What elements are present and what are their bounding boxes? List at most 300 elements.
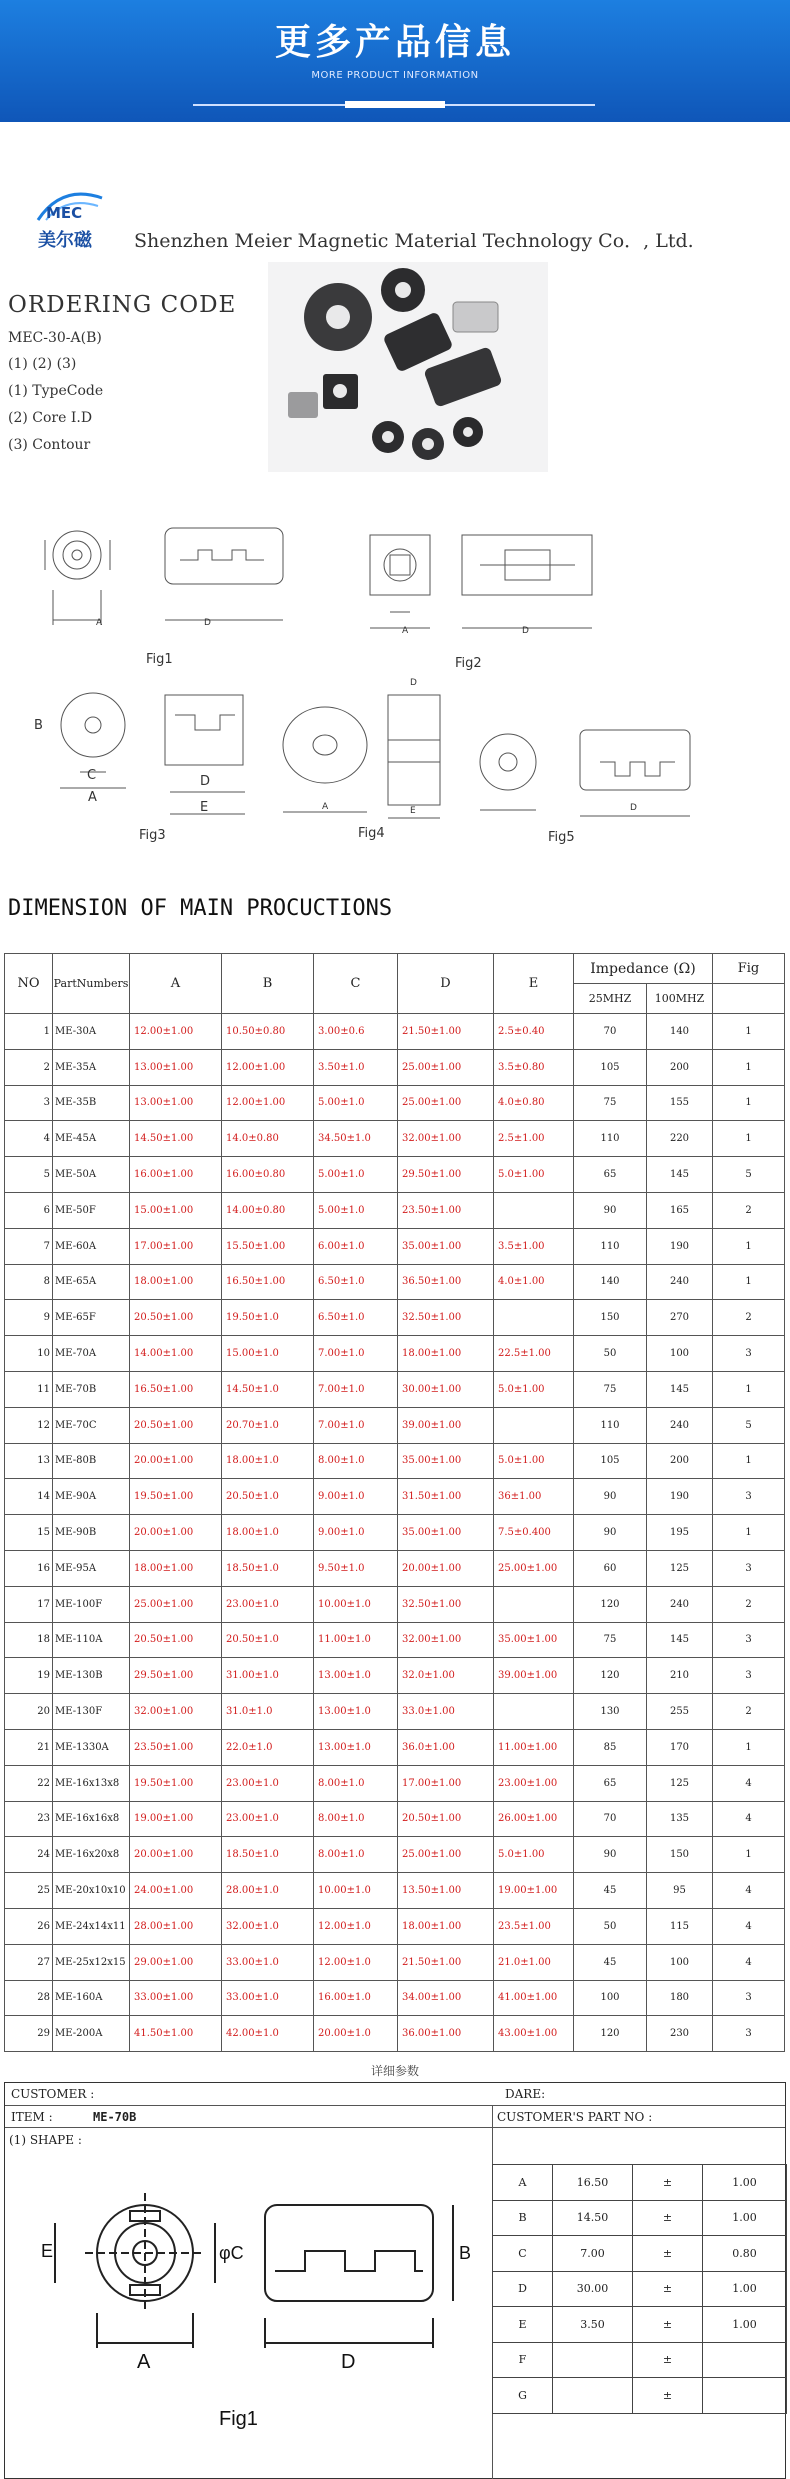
dim-d-value: 20.00±1.00 — [398, 1550, 494, 1586]
part-number: ME-65F — [53, 1300, 130, 1336]
dim-e-value: 3.5±0.80 — [494, 1049, 574, 1085]
shape-drawing — [35, 2163, 475, 2463]
spec-tolerance: 1.00 — [703, 2271, 787, 2307]
spec-table — [492, 2164, 787, 2414]
spec-row — [493, 2378, 787, 2414]
dim-e-value — [494, 1300, 574, 1336]
impedance-100mhz: 125 — [647, 1765, 713, 1801]
impedance-100mhz: 145 — [647, 1371, 713, 1407]
row-no: 16 — [5, 1550, 53, 1586]
dim-e-value: 5.0±1.00 — [494, 1157, 574, 1193]
impedance-25mhz: 50 — [574, 1908, 647, 1944]
dim-d-value: 32.00±1.00 — [398, 1121, 494, 1157]
dim-c-value: 5.00±1.0 — [314, 1192, 398, 1228]
impedance-100mhz: 270 — [647, 1300, 713, 1336]
dim-b-value: 18.50±1.0 — [222, 1550, 314, 1586]
dim-d-value: 32.50±1.00 — [398, 1586, 494, 1622]
table-row — [5, 1479, 785, 1515]
table-row — [5, 1228, 785, 1264]
ordering-code-line: (1) TypeCode — [8, 383, 104, 399]
spec-plusminus: ± — [633, 2378, 703, 2414]
spec-row — [493, 2165, 787, 2201]
impedance-100mhz: 140 — [647, 1014, 713, 1050]
impedance-100mhz: 170 — [647, 1729, 713, 1765]
impedance-100mhz: 240 — [647, 1264, 713, 1300]
row-no: 23 — [5, 1801, 53, 1837]
dim-e-label: E — [41, 2241, 54, 2261]
table-row — [5, 1407, 785, 1443]
dim-b-value: 19.50±1.0 — [222, 1300, 314, 1336]
spec-value — [553, 2342, 633, 2378]
part-number: ME-16x13x8 — [53, 1765, 130, 1801]
dim-d-label: D — [341, 2351, 356, 2373]
spec-value: 3.50 — [553, 2307, 633, 2343]
table-row — [5, 1014, 785, 1050]
dim-e-value: 23.00±1.00 — [494, 1765, 574, 1801]
banner-subtitle: MORE PRODUCT INFORMATION — [311, 70, 479, 81]
impedance-100mhz: 95 — [647, 1873, 713, 1909]
fig-label: Fig4 — [358, 826, 385, 841]
dim-e-value: 4.0±1.00 — [494, 1264, 574, 1300]
fig-number: 4 — [713, 1908, 785, 1944]
dim-e-value: 2.5±1.00 — [494, 1121, 574, 1157]
row-no: 19 — [5, 1658, 53, 1694]
fig-number: 4 — [713, 1944, 785, 1980]
fig-number: 3 — [713, 1980, 785, 2016]
fig-number: 5 — [713, 1157, 785, 1193]
dim-d-value: 36.00±1.00 — [398, 2016, 494, 2052]
dim-label: D — [522, 626, 529, 636]
part-number: ME-50A — [53, 1157, 130, 1193]
dim-e-value: 3.5±1.00 — [494, 1228, 574, 1264]
table-row — [5, 1837, 785, 1873]
dim-a-value: 29.50±1.00 — [130, 1658, 222, 1694]
dim-d-value: 21.50±1.00 — [398, 1014, 494, 1050]
fig-label: Fig3 — [139, 828, 166, 843]
impedance-25mhz: 90 — [574, 1837, 647, 1873]
dim-c-value: 13.00±1.0 — [314, 1658, 398, 1694]
dim-e-value: 5.0±1.00 — [494, 1837, 574, 1873]
table-row — [5, 1085, 785, 1121]
dim-b-value: 23.00±1.0 — [222, 1801, 314, 1837]
spec-tolerance — [703, 2342, 787, 2378]
part-number: ME-24x14x11 — [53, 1908, 130, 1944]
spec-value: 16.50 — [553, 2165, 633, 2201]
dim-d-value: 34.00±1.00 — [398, 1980, 494, 2016]
dim-d-value: 35.00±1.00 — [398, 1515, 494, 1551]
impedance-25mhz: 120 — [574, 1586, 647, 1622]
dim-c-value: 9.50±1.0 — [314, 1550, 398, 1586]
dim-d-value: 29.50±1.00 — [398, 1157, 494, 1193]
dimension-drawings — [0, 500, 790, 860]
table-row — [5, 1371, 785, 1407]
fig-number: 1 — [713, 1729, 785, 1765]
impedance-100mhz: 145 — [647, 1622, 713, 1658]
dim-label: A — [322, 802, 329, 812]
col-header-fig-blank — [713, 984, 785, 1014]
dim-a-value: 18.00±1.00 — [130, 1264, 222, 1300]
dim-b-value: 33.00±1.0 — [222, 1944, 314, 1980]
dim-label: A — [402, 626, 409, 636]
impedance-100mhz: 200 — [647, 1049, 713, 1085]
col-header-part: PartNumbers — [53, 954, 130, 1014]
dim-a-value: 19.50±1.00 — [130, 1479, 222, 1515]
table-row — [5, 1622, 785, 1658]
fig-number: 2 — [713, 1192, 785, 1228]
dim-d-value: 35.00±1.00 — [398, 1443, 494, 1479]
part-number: ME-16x20x8 — [53, 1837, 130, 1873]
fig-number: 1 — [713, 1371, 785, 1407]
col-header-25mhz: 25MHZ — [574, 984, 647, 1014]
dim-d-value: 35.00±1.00 — [398, 1228, 494, 1264]
dim-d-value: 25.00±1.00 — [398, 1049, 494, 1085]
dim-e-value — [494, 1192, 574, 1228]
part-number: ME-200A — [53, 2016, 130, 2052]
dim-d-value: 36.0±1.00 — [398, 1729, 494, 1765]
dim-a-value: 20.00±1.00 — [130, 1837, 222, 1873]
spec-row — [493, 2307, 787, 2343]
ordering-code-line: (2) Core I.D — [8, 410, 93, 426]
dim-a-value: 20.00±1.00 — [130, 1515, 222, 1551]
part-number: ME-50F — [53, 1192, 130, 1228]
dim-c-value: 16.00±1.0 — [314, 1980, 398, 2016]
part-number: ME-70A — [53, 1336, 130, 1372]
part-number: ME-160A — [53, 1980, 130, 2016]
spec-value: 7.00 — [553, 2236, 633, 2272]
impedance-25mhz: 70 — [574, 1801, 647, 1837]
impedance-100mhz: 115 — [647, 1908, 713, 1944]
ordering-code-line: MEC-30-A(B) — [8, 330, 102, 346]
row-no: 20 — [5, 1694, 53, 1730]
dim-a-value: 16.00±1.00 — [130, 1157, 222, 1193]
dim-c-value: 7.00±1.0 — [314, 1407, 398, 1443]
impedance-25mhz: 150 — [574, 1300, 647, 1336]
impedance-25mhz: 105 — [574, 1443, 647, 1479]
dim-b-value: 14.50±1.0 — [222, 1371, 314, 1407]
row-no: 11 — [5, 1371, 53, 1407]
dim-c-value: 3.00±0.6 — [314, 1014, 398, 1050]
dim-d-value: 18.00±1.00 — [398, 1908, 494, 1944]
part-number: ME-130B — [53, 1658, 130, 1694]
dim-e-value: 19.00±1.00 — [494, 1873, 574, 1909]
dim-a-value: 24.00±1.00 — [130, 1873, 222, 1909]
dim-a-value: 12.00±1.00 — [130, 1014, 222, 1050]
spec-plusminus: ± — [633, 2200, 703, 2236]
fig-number: 4 — [713, 1873, 785, 1909]
dim-c-value: 8.00±1.0 — [314, 1765, 398, 1801]
row-no: 8 — [5, 1264, 53, 1300]
impedance-100mhz: 125 — [647, 1550, 713, 1586]
fig-label: Fig2 — [455, 656, 482, 671]
spec-key: D — [493, 2271, 553, 2307]
dim-b-value: 12.00±1.00 — [222, 1049, 314, 1085]
dim-a-value: 16.50±1.00 — [130, 1371, 222, 1407]
spec-caption: 详细参数 — [370, 2064, 419, 2078]
dim-b-value: 12.00±1.00 — [222, 1085, 314, 1121]
impedance-25mhz: 120 — [574, 1658, 647, 1694]
impedance-25mhz: 45 — [574, 1944, 647, 1980]
col-header-b: B — [222, 954, 314, 1014]
dim-e-value: 26.00±1.00 — [494, 1801, 574, 1837]
table-row — [5, 1801, 785, 1837]
fig-number: 4 — [713, 1765, 785, 1801]
row-no: 14 — [5, 1479, 53, 1515]
dim-a-value: 20.50±1.00 — [130, 1300, 222, 1336]
spec-value — [553, 2378, 633, 2414]
item-label: ITEM : — [11, 2110, 53, 2124]
spec-key: F — [493, 2342, 553, 2378]
impedance-25mhz: 105 — [574, 1049, 647, 1085]
dim-d-value: 31.50±1.00 — [398, 1479, 494, 1515]
spec-tolerance: 1.00 — [703, 2165, 787, 2201]
col-header-no: NO — [5, 954, 53, 1014]
dim-b-value: 16.00±0.80 — [222, 1157, 314, 1193]
part-number: ME-100F — [53, 1586, 130, 1622]
dim-e-value — [494, 1586, 574, 1622]
impedance-100mhz: 240 — [647, 1407, 713, 1443]
table-row — [5, 1264, 785, 1300]
shape-fig-label: Fig1 — [219, 2408, 258, 2430]
dim-a-value: 19.00±1.00 — [130, 1801, 222, 1837]
row-no: 15 — [5, 1515, 53, 1551]
dim-a-value: 13.00±1.00 — [130, 1049, 222, 1085]
row-no: 25 — [5, 1873, 53, 1909]
dim-d-value: 25.00±1.00 — [398, 1085, 494, 1121]
dim-d-value: 18.00±1.00 — [398, 1336, 494, 1372]
row-no: 29 — [5, 2016, 53, 2052]
fig-number: 1 — [713, 1085, 785, 1121]
row-no: 10 — [5, 1336, 53, 1372]
col-header-d: D — [398, 954, 494, 1014]
dim-e-value: 2.5±0.40 — [494, 1014, 574, 1050]
spec-tolerance: 1.00 — [703, 2200, 787, 2236]
spec-divider — [5, 2105, 785, 2106]
dim-c-value: 3.50±1.0 — [314, 1049, 398, 1085]
dim-c-value: 8.00±1.0 — [314, 1837, 398, 1873]
table-row — [5, 1336, 785, 1372]
fig-number: 3 — [713, 1479, 785, 1515]
dim-c-value: 10.00±1.0 — [314, 1873, 398, 1909]
logo-text: MEC — [46, 204, 83, 222]
col-header-fig: Fig — [713, 954, 785, 984]
fig-number: 2 — [713, 1586, 785, 1622]
product-photo — [268, 262, 548, 472]
fig-number: 3 — [713, 1336, 785, 1372]
part-number: ME-20x10x10 — [53, 1873, 130, 1909]
impedance-100mhz: 135 — [647, 1801, 713, 1837]
dim-e-value: 5.0±1.00 — [494, 1443, 574, 1479]
spec-key: G — [493, 2378, 553, 2414]
spec-plusminus: ± — [633, 2342, 703, 2378]
dim-c-value: 9.00±1.0 — [314, 1479, 398, 1515]
dim-b-value: 20.70±1.0 — [222, 1407, 314, 1443]
dim-a-value: 32.00±1.00 — [130, 1694, 222, 1730]
dim-label: A — [96, 618, 103, 628]
spec-value: 14.50 — [553, 2200, 633, 2236]
dim-b-value: 42.00±1.0 — [222, 2016, 314, 2052]
impedance-100mhz: 190 — [647, 1479, 713, 1515]
dim-b-value: 28.00±1.0 — [222, 1873, 314, 1909]
dim-b-value: 18.00±1.0 — [222, 1443, 314, 1479]
col-header-impedance: Impedance (Ω) — [574, 954, 713, 984]
dim-d-value: 23.50±1.00 — [398, 1192, 494, 1228]
impedance-100mhz: 100 — [647, 1944, 713, 1980]
dim-c-value: 12.00±1.0 — [314, 1908, 398, 1944]
table-row — [5, 1980, 785, 2016]
fig-number: 1 — [713, 1014, 785, 1050]
dim-c-value: 13.00±1.0 — [314, 1694, 398, 1730]
spec-divider — [5, 2127, 785, 2128]
col-header-a: A — [130, 954, 222, 1014]
impedance-25mhz: 65 — [574, 1765, 647, 1801]
fig-number: 1 — [713, 1049, 785, 1085]
dim-e-value: 11.00±1.00 — [494, 1729, 574, 1765]
dim-b-value: 20.50±1.0 — [222, 1479, 314, 1515]
row-no: 28 — [5, 1980, 53, 2016]
dim-b-value: 14.0±0.80 — [222, 1121, 314, 1157]
ordering-code-title: ORDERING CODE — [8, 292, 237, 318]
dim-a-value: 20.00±1.00 — [130, 1443, 222, 1479]
logo-cn: 美尔磁 — [38, 230, 92, 251]
row-no: 26 — [5, 1908, 53, 1944]
dim-c-value: 12.00±1.0 — [314, 1944, 398, 1980]
impedance-25mhz: 120 — [574, 2016, 647, 2052]
ordering-code-line: (1) (2) (3) — [8, 356, 77, 372]
impedance-25mhz: 100 — [574, 1980, 647, 2016]
table-row — [5, 1908, 785, 1944]
table-row — [5, 1944, 785, 1980]
dim-d-value: 25.00±1.00 — [398, 1837, 494, 1873]
dim-a-label: A — [137, 2351, 151, 2373]
row-no: 18 — [5, 1622, 53, 1658]
dim-c-value: 5.00±1.0 — [314, 1157, 398, 1193]
spec-key: C — [493, 2236, 553, 2272]
dim-d-value: 21.50±1.00 — [398, 1944, 494, 1980]
table-row — [5, 1515, 785, 1551]
dim-b-value: 22.0±1.0 — [222, 1729, 314, 1765]
fig-label: Fig1 — [146, 652, 173, 667]
dim-c-value: 9.00±1.0 — [314, 1515, 398, 1551]
banner-title: 更多产品信息 — [274, 22, 515, 63]
part-number: ME-95A — [53, 1550, 130, 1586]
dim-c-value: 6.00±1.0 — [314, 1228, 398, 1264]
part-number: ME-70C — [53, 1407, 130, 1443]
dim-b-label: B — [459, 2243, 472, 2263]
dim-c-value: 6.50±1.0 — [314, 1264, 398, 1300]
table-row — [5, 1443, 785, 1479]
row-no: 4 — [5, 1121, 53, 1157]
dim-e-value: 35.00±1.00 — [494, 1622, 574, 1658]
dim-d-value: 32.00±1.00 — [398, 1622, 494, 1658]
row-no: 2 — [5, 1049, 53, 1085]
spec-plusminus: ± — [633, 2307, 703, 2343]
part-number: ME-60A — [53, 1228, 130, 1264]
impedance-25mhz: 65 — [574, 1157, 647, 1193]
fig-number: 5 — [713, 1407, 785, 1443]
row-no: 7 — [5, 1228, 53, 1264]
impedance-25mhz: 90 — [574, 1479, 647, 1515]
dim-c-value: 6.50±1.0 — [314, 1300, 398, 1336]
dim-b-value: 31.00±1.0 — [222, 1658, 314, 1694]
dim-a-value: 29.00±1.00 — [130, 1944, 222, 1980]
dim-a-value: 20.50±1.00 — [130, 1407, 222, 1443]
impedance-25mhz: 110 — [574, 1407, 647, 1443]
row-no: 13 — [5, 1443, 53, 1479]
dim-label: E — [200, 800, 209, 815]
dim-e-value: 21.0±1.00 — [494, 1944, 574, 1980]
dim-d-value: 17.00±1.00 — [398, 1765, 494, 1801]
spec-plusminus: ± — [633, 2236, 703, 2272]
dim-e-value: 36±1.00 — [494, 1479, 574, 1515]
dim-e-value: 4.0±0.80 — [494, 1085, 574, 1121]
dim-a-value: 25.00±1.00 — [130, 1586, 222, 1622]
dim-label: D — [410, 678, 417, 688]
ordering-code-line: (3) Contour — [8, 437, 91, 453]
dim-d-value: 13.50±1.00 — [398, 1873, 494, 1909]
dim-e-value: 43.00±1.00 — [494, 2016, 574, 2052]
table-row — [5, 1729, 785, 1765]
dim-e-value: 23.5±1.00 — [494, 1908, 574, 1944]
dim-label: C — [87, 768, 97, 783]
impedance-100mhz: 190 — [647, 1228, 713, 1264]
impedance-25mhz: 85 — [574, 1729, 647, 1765]
date-label: DARE: — [505, 2087, 546, 2101]
dim-b-value: 18.00±1.0 — [222, 1515, 314, 1551]
spec-key: E — [493, 2307, 553, 2343]
row-no: 6 — [5, 1192, 53, 1228]
dim-c-value: 13.00±1.0 — [314, 1729, 398, 1765]
dim-label: B — [34, 718, 43, 733]
impedance-25mhz: 90 — [574, 1515, 647, 1551]
impedance-100mhz: 150 — [647, 1837, 713, 1873]
banner-divider-accent — [345, 101, 445, 108]
table-row — [5, 1049, 785, 1085]
dim-label: D — [630, 803, 637, 813]
spec-row — [493, 2236, 787, 2272]
dim-a-value: 19.50±1.00 — [130, 1765, 222, 1801]
dim-d-value: 32.0±1.00 — [398, 1658, 494, 1694]
shape-label: (1) SHAPE : — [9, 2133, 82, 2147]
impedance-25mhz: 45 — [574, 1873, 647, 1909]
impedance-100mhz: 210 — [647, 1658, 713, 1694]
fig-number: 1 — [713, 1515, 785, 1551]
dim-a-value: 14.50±1.00 — [130, 1121, 222, 1157]
dimensions-title: DIMENSION OF MAIN PROCUCTIONS — [8, 896, 393, 921]
dim-a-value: 28.00±1.00 — [130, 1908, 222, 1944]
spec-tolerance — [703, 2378, 787, 2414]
impedance-100mhz: 100 — [647, 1336, 713, 1372]
row-no: 17 — [5, 1586, 53, 1622]
spec-key: B — [493, 2200, 553, 2236]
fig-number: 1 — [713, 1121, 785, 1157]
impedance-100mhz: 145 — [647, 1157, 713, 1193]
dim-label: D — [204, 618, 211, 628]
spec-value: 30.00 — [553, 2271, 633, 2307]
dim-a-value: 14.00±1.00 — [130, 1336, 222, 1372]
impedance-100mhz: 155 — [647, 1085, 713, 1121]
row-no: 5 — [5, 1157, 53, 1193]
dim-c-value: 5.00±1.0 — [314, 1085, 398, 1121]
part-number: ME-30A — [53, 1014, 130, 1050]
fig-number: 1 — [713, 1228, 785, 1264]
impedance-100mhz: 255 — [647, 1694, 713, 1730]
dim-d-value: 20.50±1.00 — [398, 1801, 494, 1837]
impedance-25mhz: 50 — [574, 1336, 647, 1372]
impedance-100mhz: 220 — [647, 1121, 713, 1157]
spec-tolerance: 1.00 — [703, 2307, 787, 2343]
spec-table-body — [493, 2165, 787, 2414]
fig-number: 3 — [713, 1550, 785, 1586]
